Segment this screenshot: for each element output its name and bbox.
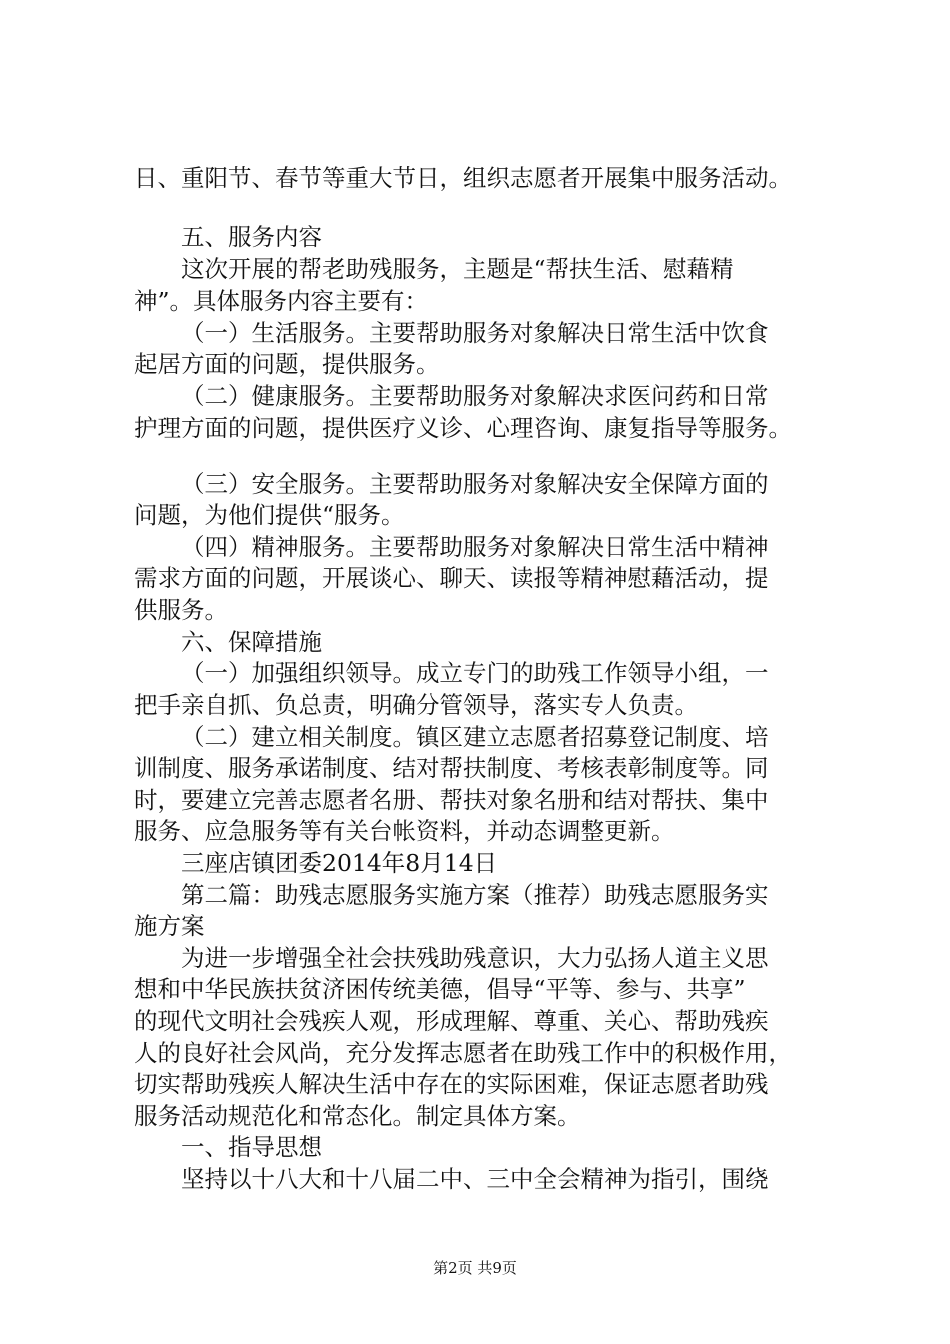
text-line: 护理方面的问题，提供医疗义诊、心理咨询、康复指导等服务。 [134,414,792,442]
text-line: 日、重阳节、春节等重大节日，组织志愿者开展集中服务活动。 [134,164,792,192]
text-line: （四）精神服务。主要帮助服务对象解决日常生活中精神 [181,533,769,561]
text-line: 把手亲自抓、负总责，明确分管领导，落实专人负责。 [134,691,698,719]
text-line: 五、服务内容 [181,223,322,251]
text-line: 的现代文明社会残疾人观，形成理解、尊重、关心、帮助残疾 [134,1007,769,1035]
text-line: 供服务。 [134,596,228,624]
text-line: （二）建立相关制度。镇区建立志愿者招募登记制度、培 [181,723,769,751]
text-line: 为进一步增强全社会扶残助残意识，大力弘扬人道主义思 [181,944,769,972]
text-line: 六、保障措施 [181,628,322,656]
text-line: （一）生活服务。主要帮助服务对象解决日常生活中饮食 [181,319,769,347]
text-line: （三）安全服务。主要帮助服务对象解决安全保障方面的 [181,470,769,498]
text-line: 施方案 [134,912,205,940]
text-line: （二）健康服务。主要帮助服务对象解决求医问药和日常 [181,382,769,410]
text-line: 切实帮助残疾人解决生活中存在的实际困难，保证志愿者助残 [134,1070,769,1098]
text-line: 问题，为他们提供“服务。 [134,501,405,529]
text-line: 坚持以十八大和十八届二中、三中全会精神为指引，围绕 [181,1165,769,1193]
text-line: 神”。具体服务内容主要有： [134,287,429,315]
text-line: 需求方面的问题，开展谈心、聊天、读报等精神慰藉活动，提 [134,564,769,592]
text-line: （一）加强组织领导。成立专门的助残工作领导小组，一 [181,659,769,687]
text-line: 第二篇：助残志愿服务实施方案（推荐）助残志愿服务实 [181,881,769,909]
page-footer: 第2页 共9页 [433,1259,517,1277]
text-line: 训制度、服务承诺制度、结对帮扶制度、考核表彰制度等。同 [134,754,769,782]
text-line: 服务活动规范化和常态化。制定具体方案。 [134,1102,581,1130]
text-line: 时，要建立完善志愿者名册、帮扶对象名册和结对帮扶、集中 [134,786,769,814]
text-line: 这次开展的帮老助残服务，主题是“帮扶生活、慰藉精 [181,255,734,283]
text-line: 人的良好社会风尚，充分发挥志愿者在助残工作中的积极作用， [134,1039,792,1067]
text-line: 服务、应急服务等有关台帐资料，并动态调整更新。 [134,817,675,845]
text-line: 起居方面的问题，提供服务。 [134,350,440,378]
text-line: 想和中华民族扶贫济困传统美德，倡导“平等、参与、共享” [134,975,746,1003]
text-line: 一、指导思想 [181,1133,322,1161]
text-line: 三座店镇团委2014年8月14日 [181,849,498,877]
